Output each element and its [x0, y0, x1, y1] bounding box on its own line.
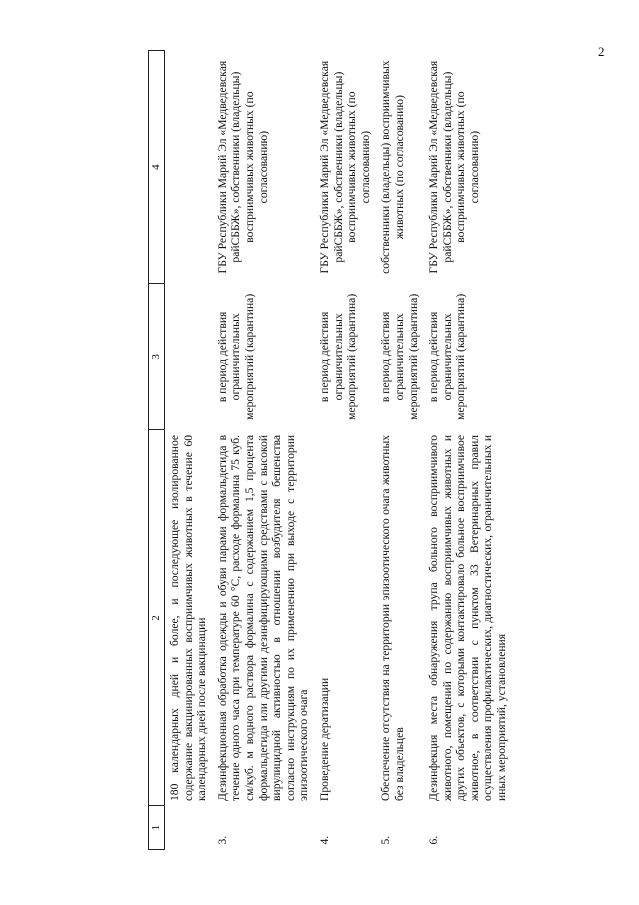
row-action: Дезинфекция места обнаружения трупа больного восприимчивого животного, помещений по содержанию восприимчивых животных и других объектов, с которыми контактировало больное восприимчивое животное, в соответствии с пунктом 33 Ветеринарных правил осуществления профилактических, диагностических, ограничительных и иных мероприятий, установления	[427, 434, 509, 801]
table-row	[424, 51, 513, 850]
row-period: в период действия ограничительных мероприятий (карантина)	[215, 293, 256, 420]
row-action: Дезинфекционная обработка одежды и обуви парами формальдегида в течение одного часа при температуре 60 °С, расходе формалина 75 куб. см/куб. м водного раствора формалина с содержанием 1,5 процента формальдегида или другими дезинфицирующими средствами с высокой вирулицидной активностью в отношении возбудителя бешенства согласно инструкциям по их применению при выходе с территории эпизоотического очага	[215, 434, 311, 801]
row-number: 3.	[215, 835, 229, 845]
row-period: в период действия ограничительных мероприятий (карантина)	[379, 293, 420, 420]
row-period: в период действия ограничительных мероприятий (карантина)	[317, 293, 359, 420]
table-row	[376, 51, 424, 850]
row-period: в период действия ограничительных мероприятий (карантина)	[427, 293, 468, 420]
row-responsible: ГБУ Республики Марий Эл «Медведевская райСББЖ», собственники (владельцы) восприимчивых животных (по согласованию)	[317, 60, 372, 274]
row-number	[165, 806, 213, 850]
row-number: 4.	[317, 835, 331, 845]
table-row	[315, 51, 376, 850]
table-row	[213, 51, 315, 850]
row-responsible: ГБУ Республики Марий Эл «Медведевская райСББЖ», собственники (владельцы) восприимчивых животных (по согласованию)	[215, 60, 270, 274]
table-row	[165, 51, 213, 850]
header-col-1: 1	[149, 806, 165, 850]
row-period	[165, 284, 213, 430]
row-number: 5.	[379, 835, 393, 845]
row-responsible: ГБУ Республики Марий Эл «Медведевская райСББЖ», собственники (владельцы) восприимчивых животных (по согласованию)	[427, 60, 481, 274]
header-col-2: 2	[149, 430, 165, 806]
row-responsible: собственники (владельцы) восприимчивых животных (по согласованию)	[379, 60, 406, 274]
header-col-3: 3	[149, 284, 165, 430]
header-col-4: 4	[149, 51, 165, 284]
page-number: 2	[598, 44, 605, 59]
table-header-row	[149, 51, 165, 850]
row-number: 6.	[427, 835, 441, 845]
row-action: Обеспечение отсутствия на территории эпизоотического очага животных без владельцев	[379, 434, 406, 801]
row-responsible	[165, 51, 213, 284]
row-action: 180 календарных дней и более, и последующее изолированное содержание вакцинированных восприимчивых животных в течение 60 календарных дней после вакцинации	[168, 434, 209, 801]
row-action: Проведение дератизации	[317, 677, 331, 801]
measures-table	[148, 50, 513, 850]
rotated-page	[148, 50, 594, 850]
